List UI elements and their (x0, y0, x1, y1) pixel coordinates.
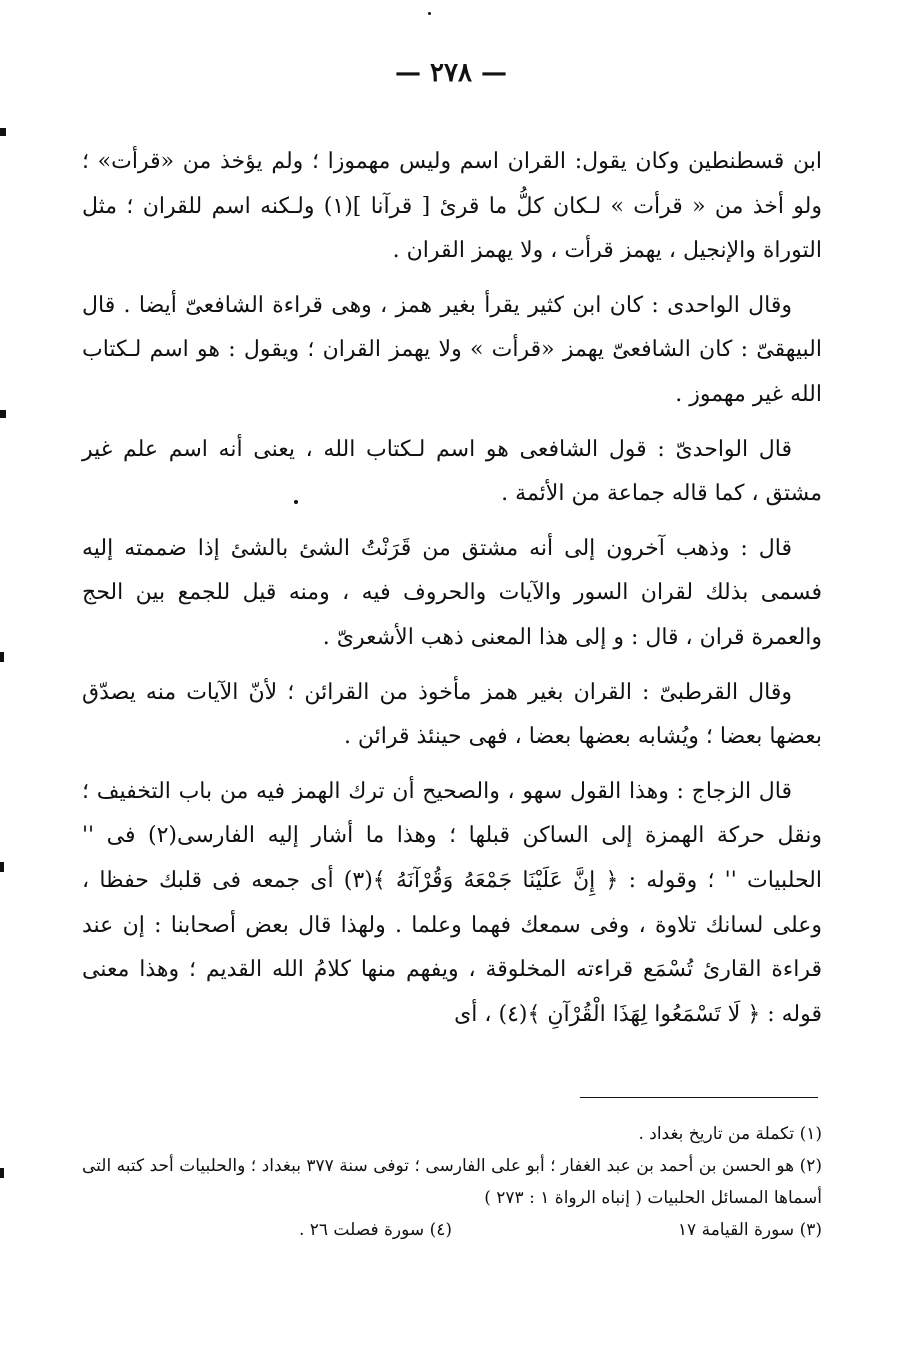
paragraph: وقال الواحدى : كان ابن كثير يقرأ بغير همز ، وهى قراءة الشافعىّ أيضا . قال البيهقىّ : كان الشافعىّ يهمز «قرأت » ولا يهمز القران ؛ ويقول : هو اسم لـكتاب الله غير مهموز . (82, 292, 822, 407)
footnote-4: (٤) سورة فصلت ٢٦ . (298, 1220, 452, 1240)
footnote-row (82, 1214, 822, 1246)
page-number: — ٢٧٨ — (394, 58, 508, 88)
paragraph: ابن قسطنطين وكان يقول: القران اسم وليس مهموزا ؛ ولم يؤخذ من «قرأت» ؛ ولو أخذ من « قرأت » لـكان كلُّ ما قرئ [ قرآنا ](١) ولـكنه اسم للقران ؛ مثل التوراة والإنجيل ، يهمز قرأت ، ولا يهمز القران . (82, 149, 823, 264)
scan-speck (0, 1168, 4, 1178)
footnote-1: (١) تكملة من تاريخ بغداد . (638, 1124, 822, 1144)
paragraph: قال الواحدىّ : قول الشافعى هو اسم لـكتاب الله ، يعنى أنه اسم علم غير مشتق ، كما قاله جماعة من الأئمة . (82, 436, 822, 507)
scan-speck (0, 862, 4, 872)
footnote-3: (٣) سورة القيامة ١٧ (677, 1220, 822, 1240)
footnote-2: (٢) هو الحسن بن أحمد بن عبد الغفار ؛ أبو على الفارسى ؛ توفى سنة ٣٧٧ ببغداد ؛ والحلبيات أحد كتبه التى أسماها المسائل الحلبيات ( إنباه الرواة ١ : ٢٧٣ ) (82, 1156, 822, 1208)
footnotes (82, 1118, 822, 1246)
scan-speck (428, 12, 431, 15)
paragraph: قال الزجاج : وهذا القول سهو ، والصحيح أن ترك الهمز فيه من باب التخفيف ؛ ونقل حركة الهمزة إلى الساكن قبلها ؛ وهذا ما أشار إليه الفارسى(٢) فى '' الحلبيات '' ؛ وقوله : ﴿ إِنَّ عَلَيْنَا جَمْعَهُ وَقُرْآنَهُ ﴾(٣) أى جمعه فى قلبك حفظا ، وعلى لسانك تلاوة ، وفى سمعك فهما وعلما . ولهذا قال بعض أصحابنا : إن عند قراءة القارئ تُسْمَع قراءته المخلوقة ، ويفهم منها كلامُ الله القديم ؛ وهذا معنى قوله : ﴿ لَا تَسْمَعُوا لِهَذَا الْقُرْآنِ ﴾(٤) ، أى (82, 778, 822, 1027)
scan-speck (0, 128, 6, 136)
footnote-separator (580, 1097, 818, 1098)
paragraph: وقال القرطبىّ : القران بغير همز مأخوذ من القرائن ؛ لأنّ الآيات منه يصدّق بعضها بعضا ؛ ويُشابه بعضها بعضا ، فهى حينئذ قرائن . (82, 679, 822, 750)
paragraph: قال : وذهب آخرون إلى أنه مشتق من قَرَنْتُ الشئ بالشئ إذا ضممته إليه فسمى بذلك لقران السور والآيات والحروف فيه ، ومنه قيل للجمع بين الحج والعمرة قران ، قال : و إلى هذا المعنى ذهب الأشعرىّ . (82, 535, 822, 650)
body-text (82, 140, 822, 1047)
scan-speck (0, 410, 6, 418)
scan-speck (0, 652, 4, 662)
